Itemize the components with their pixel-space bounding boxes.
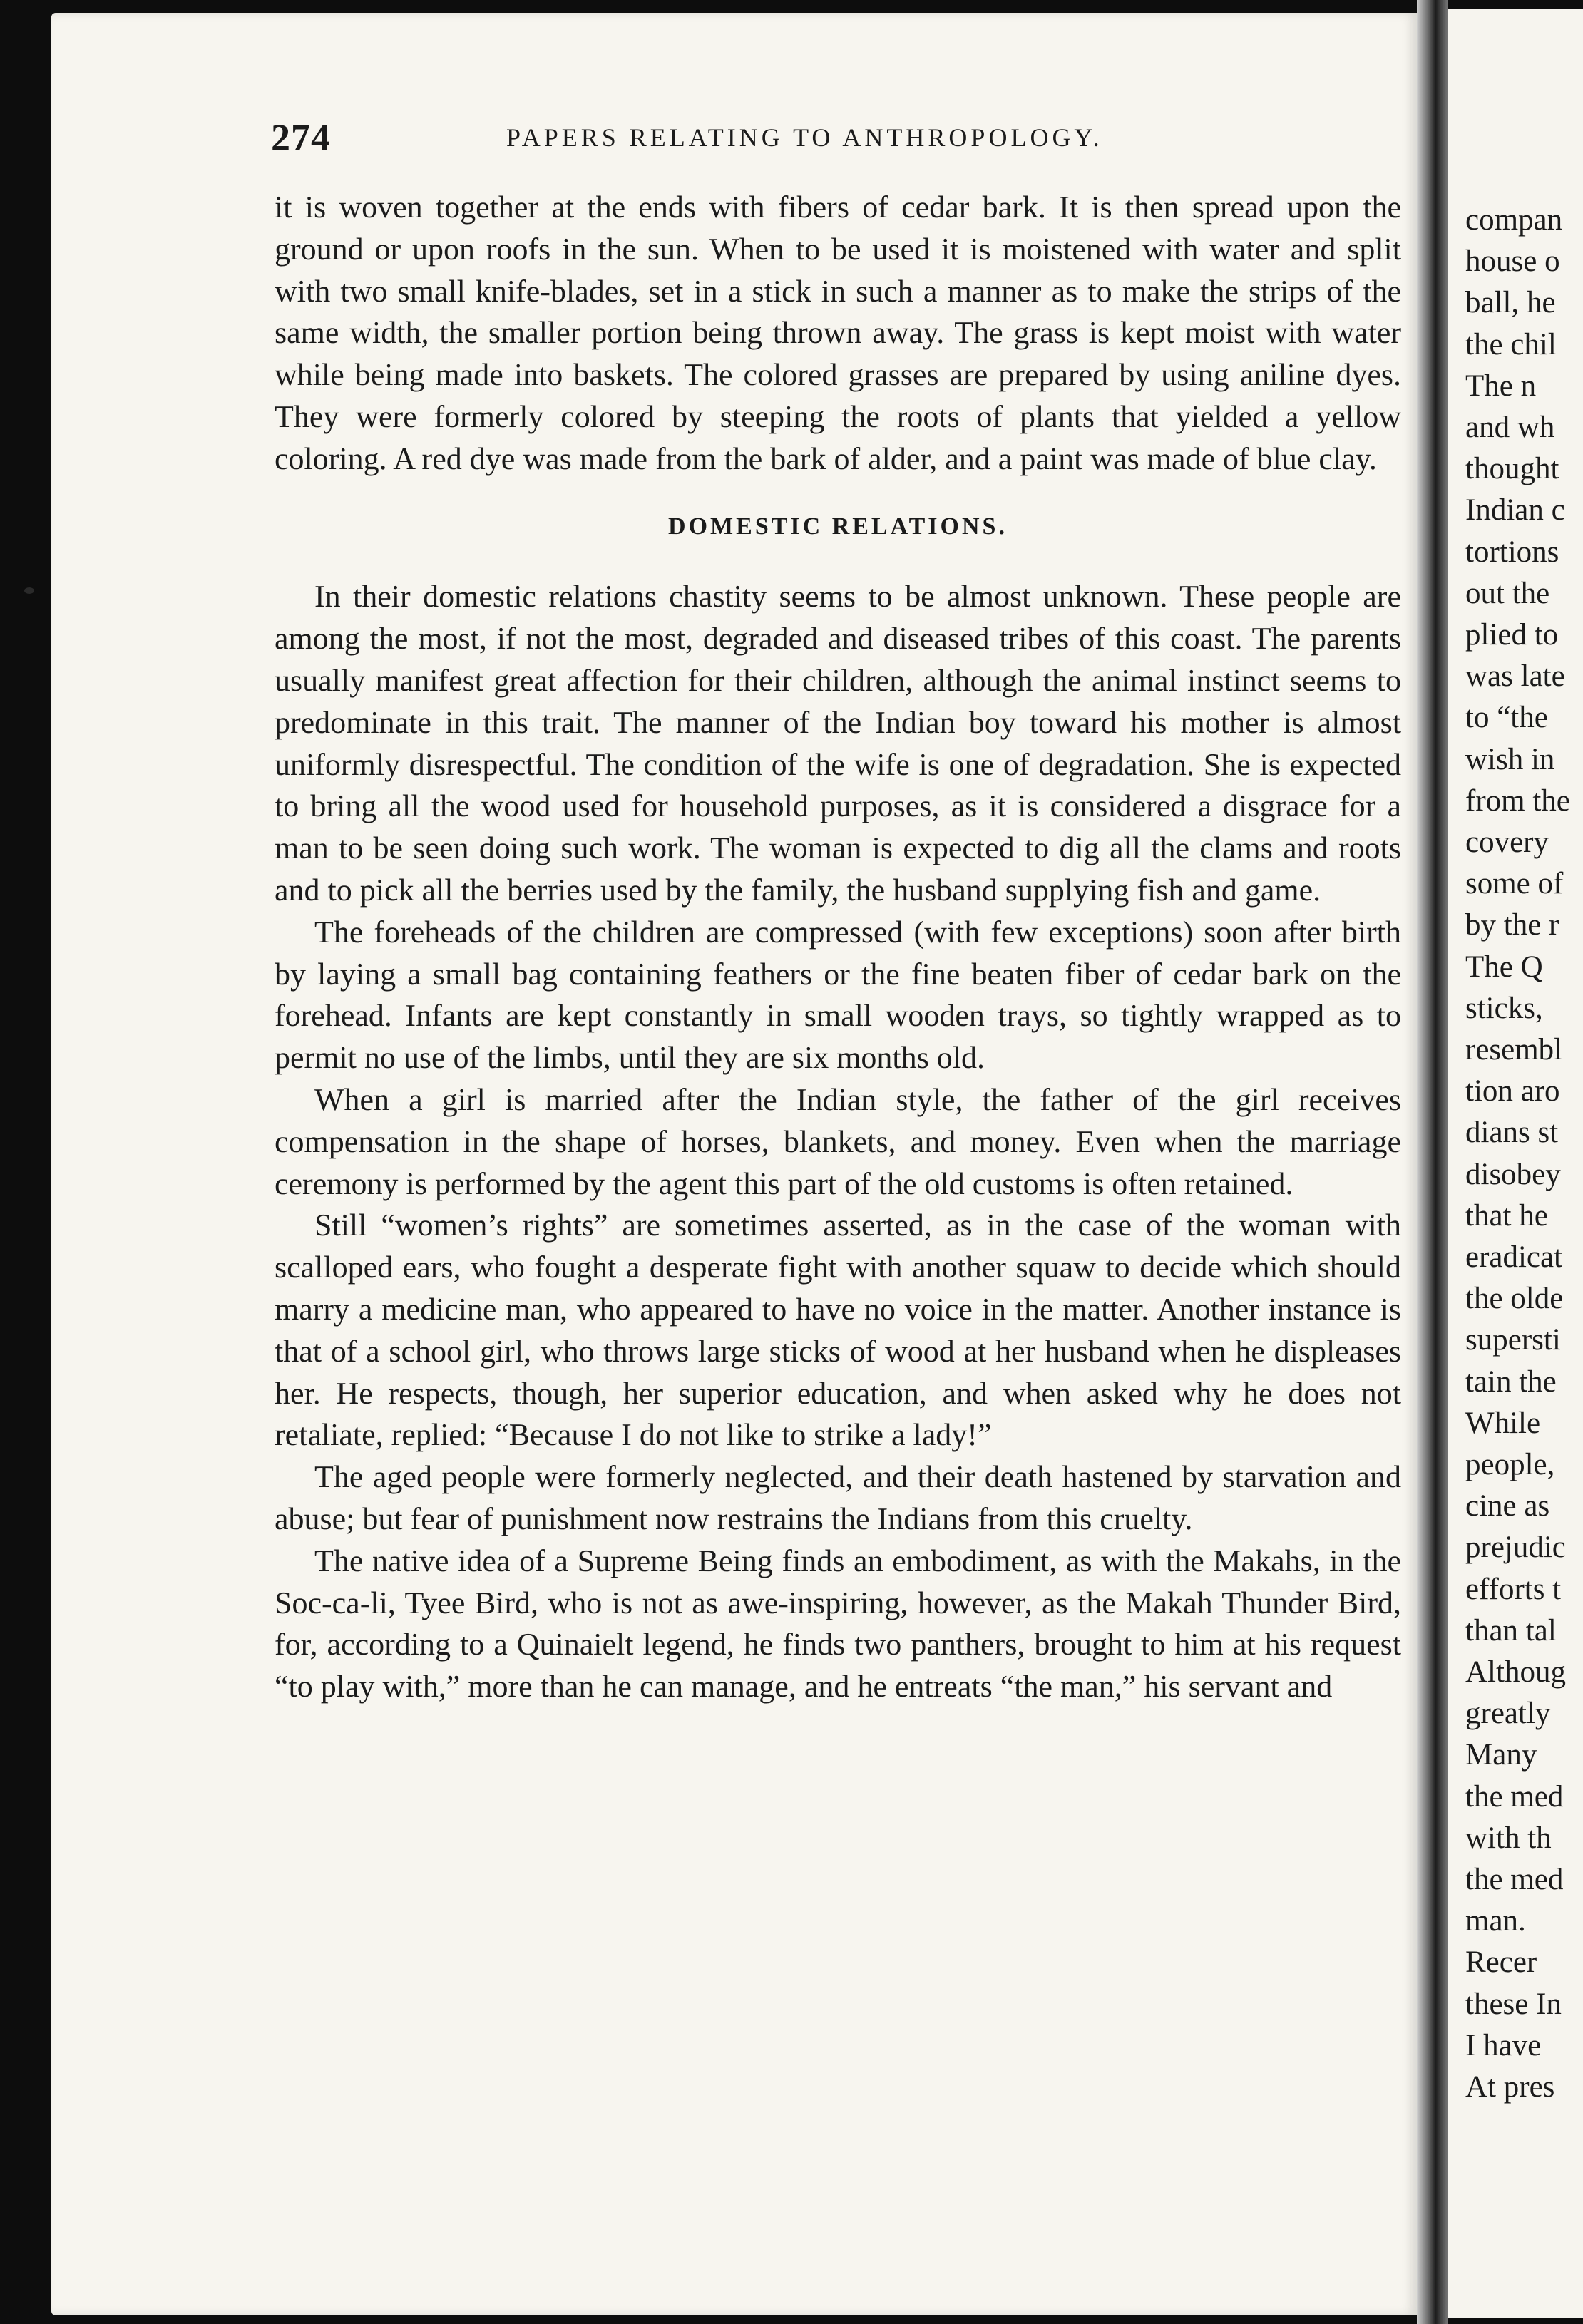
facing-page-line: prejudic	[1465, 1531, 1566, 1565]
facing-page-line: disobey	[1465, 1157, 1561, 1191]
facing-page-line: people,	[1465, 1448, 1555, 1481]
page-number: 274	[271, 116, 331, 159]
section-heading: DOMESTIC RELATIONS.	[668, 513, 1008, 540]
margin-mark	[24, 587, 34, 594]
facing-page-line: that he	[1465, 1198, 1548, 1233]
facing-page-line: At pres	[1465, 2070, 1555, 2104]
facing-page-line: Althoug	[1465, 1655, 1566, 1689]
facing-page-line: tion aro	[1465, 1074, 1560, 1109]
facing-page-line: wish in	[1465, 742, 1555, 776]
facing-page-line: Indian c	[1465, 493, 1565, 528]
facing-page-line: man.	[1465, 1904, 1526, 1938]
facing-page-line: to “the	[1465, 701, 1548, 735]
facing-page-line: I have	[1465, 2028, 1542, 2062]
facing-page-line: cine as	[1465, 1489, 1550, 1523]
book-gutter	[1417, 0, 1448, 2324]
facing-page-line: plied to	[1465, 618, 1559, 652]
facing-page-line: dians st	[1465, 1116, 1559, 1150]
facing-page-line: the olde	[1465, 1282, 1564, 1316]
paragraph-aged-people: The aged people were formerly neglected, and their death hastened by starvation and abuse; but fear of punishment now restrains the Indians from this cruelty.	[275, 1459, 1401, 1536]
facing-page-line: eradicat	[1465, 1240, 1563, 1274]
paragraph-supreme-being: The native idea of a Supreme Being finds an embodiment, as with the Makahs, in the Soc-ca-li, Tyee Bird, who is not as awe-inspiring, however, as the Makah Thunder Bird, for, according to a Quinaielt legend, he finds two panthers, brought to him at his request “to play with,” more than he can manage, and he entreats “the man,” his servant and	[275, 1543, 1401, 1705]
facing-page-line: tain the	[1465, 1364, 1557, 1399]
facing-page-line: and wh	[1465, 411, 1555, 444]
facing-page-line: The n	[1465, 369, 1537, 403]
paragraph-domestic-relations: In their domestic relations chastity seems to be almost unknown. These people are among the most, if not the most, degraded and diseased tribes of this coast. The parents usually manifest great affection for their children, although the animal instinct seems to predominate in this trait. The manner of the Indian boy toward his mother is almost uniformly disrespectful. The condition of the wife is one of degradation. She is expected to bring all the wood used for household purposes, as it is considered a disgrace for a man to be seen doing such work. The woman is expected to dig all the clams and roots and to pick all the berries used by the family, the husband supplying fish and game.	[275, 579, 1401, 908]
facing-page-line: Many	[1465, 1738, 1537, 1772]
facing-page-line: the chil	[1465, 327, 1557, 361]
facing-page-line: by the r	[1465, 908, 1559, 942]
facing-page-line: with th	[1465, 1821, 1552, 1855]
facing-page-line: sticks,	[1465, 991, 1543, 1025]
facing-page-line: compan	[1465, 203, 1563, 237]
facing-page-line: ball, he	[1465, 286, 1556, 320]
facing-page-line: The Q	[1465, 950, 1543, 984]
facing-page-line: than tal	[1465, 1613, 1557, 1647]
facing-page-line: out the	[1465, 576, 1550, 610]
paragraph-marriage: When a girl is married after the Indian style, the father of the girl receives compensation in the shape of horses, blankets, and money. Even when the marriage ceremony is performed by the agent this part of the old customs is often retained.	[275, 1081, 1401, 1201]
facing-page-line: efforts t	[1465, 1572, 1562, 1606]
facing-page-line: was late	[1465, 659, 1565, 694]
paragraph-womens-rights: Still “women’s rights” are sometimes asserted, as in the case of the woman with scalloped ears, who fought a desperate fight with another squaw to decide which should marry a medicine man, who appeared to have no voice in the matter. Another instance is that of a school girl, who throws large sticks of wood at her husband when he displeases her. He respects, though, her superior education, and when asked why he does not retaliate, replied: “Because I do not like to strike a lady!”	[275, 1208, 1401, 1453]
facing-page-line: these In	[1465, 1987, 1562, 2021]
body-text	[275, 187, 1401, 1708]
facing-page-line: Recer	[1465, 1945, 1537, 1980]
facing-page-line: from the	[1465, 783, 1570, 818]
paragraph-basket-making: it is woven together at the ends with fibers of cedar bark. It is then spread upon the ground or upon roofs in the sun. When to be used it is moistened with water and split with two small knife-blades, set in a stick in such a manner as to make the strips of the same width, the smaller portion being thrown away. The grass is kept moist with water while being made into baskets. The colored grasses are prepared by using aniline dyes. They were formerly colored by steeping the roots of plants that yielded a yellow coloring. A red dye was made from the bark of alder, and a paint was made of blue clay.	[275, 190, 1401, 476]
running-head: PAPERS RELATING TO ANTHROPOLOGY.	[506, 123, 1103, 152]
facing-page-line: the med	[1465, 1863, 1564, 1896]
facing-page-line: thought	[1465, 452, 1559, 486]
facing-page-line: greatly	[1465, 1697, 1551, 1731]
facing-page-line: supersti	[1465, 1323, 1561, 1357]
facing-page-line: house o	[1465, 245, 1560, 279]
paragraph-foreheads: The foreheads of the children are compressed (with few exceptions) soon after birth by laying a small bag containing feathers or the fine beaten fiber of cedar bark on the forehead. Infants are kept constantly in small wooden trays, so tightly wrapped as to permit no use of the limbs, until they are six months old.	[275, 914, 1401, 1076]
facing-page-line: covery	[1465, 826, 1549, 859]
facing-page-fragment	[1448, 9, 1583, 2318]
facing-page-line: some of	[1465, 867, 1564, 901]
facing-page-line: tortions	[1465, 535, 1559, 569]
facing-page-line: the med	[1465, 1779, 1564, 1814]
page-header	[271, 115, 1398, 173]
facing-page-line: While	[1465, 1406, 1541, 1440]
facing-page-line: resembl	[1465, 1033, 1563, 1066]
